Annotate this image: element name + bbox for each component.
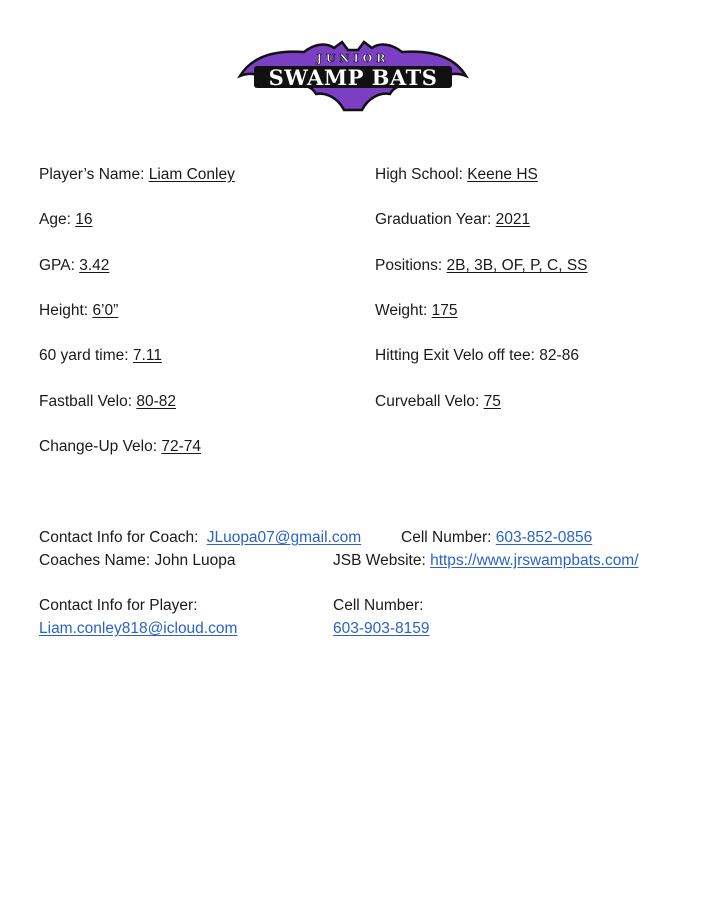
sixty-yard-value: 7.11 xyxy=(132,347,162,364)
gpa-value: 3.42 xyxy=(79,257,110,274)
fastball-value: 80-82 xyxy=(136,393,177,410)
height-label: Height: xyxy=(39,302,89,319)
graduation-year-value: 2021 xyxy=(495,211,531,228)
high-school-field xyxy=(375,165,538,185)
fastball-field xyxy=(39,392,176,412)
high-school-value: Keene HS xyxy=(467,166,538,183)
positions-field xyxy=(375,256,588,276)
sixty-yard-label: 60 yard time: xyxy=(39,347,129,364)
changeup-field xyxy=(39,437,201,457)
player-cell-link[interactable]: 603-903-8159 xyxy=(333,620,430,637)
weight-label: Weight: xyxy=(375,302,428,319)
coach-contact-field xyxy=(39,528,361,548)
coach-cell-label: Cell Number: xyxy=(401,529,492,546)
height-value: 6’0” xyxy=(92,302,119,319)
swamp-bats-logo xyxy=(234,40,472,112)
coach-contact-label: Contact Info for Coach: xyxy=(39,529,199,546)
logo-junior-text: JUNIOR xyxy=(316,52,390,65)
website-label: JSB Website: xyxy=(333,552,426,569)
graduation-year-field xyxy=(375,210,530,230)
changeup-value: 72-74 xyxy=(161,438,202,455)
age-value: 16 xyxy=(75,211,93,228)
coach-name-field xyxy=(39,551,235,571)
weight-value: 175 xyxy=(431,302,458,319)
fastball-label: Fastball Velo: xyxy=(39,393,133,410)
height-field xyxy=(39,301,118,321)
exit-velo-field xyxy=(375,346,579,366)
weight-field xyxy=(375,301,457,321)
coach-cell-field xyxy=(401,528,592,548)
player-email-field xyxy=(39,619,237,639)
gpa-label: GPA: xyxy=(39,257,75,274)
curveball-value: 75 xyxy=(483,393,501,410)
player-email-link[interactable]: Liam.conley818@icloud.com xyxy=(39,620,238,637)
high-school-label: High School: xyxy=(375,166,463,183)
curveball-label: Curveball Velo: xyxy=(375,393,480,410)
website-field xyxy=(333,551,639,571)
positions-value: 2B, 3B, OF, P, C, SS xyxy=(446,257,588,274)
age-label: Age: xyxy=(39,211,71,228)
gpa-field xyxy=(39,256,109,276)
exit-velo-label: Hitting Exit Velo off tee: xyxy=(375,347,535,364)
positions-label: Positions: xyxy=(375,257,443,274)
website-link[interactable]: https://www.jrswampbats.com/ xyxy=(430,552,639,569)
player-name-label: Player’s Name: xyxy=(39,166,145,183)
graduation-year-label: Graduation Year: xyxy=(375,211,492,228)
sixty-yard-field xyxy=(39,346,162,366)
player-cell-field xyxy=(333,619,430,639)
exit-velo-value: 82-86 xyxy=(539,347,579,364)
logo-main-text: SWAMP BATS xyxy=(268,65,438,90)
player-name-field xyxy=(39,165,235,185)
coach-name-value: John Luopa xyxy=(154,552,236,569)
coach-name-label: Coaches Name: xyxy=(39,552,151,569)
age-field xyxy=(39,210,92,230)
player-cell-label: Cell Number: xyxy=(333,597,424,614)
coach-email-link[interactable]: JLuopa07@gmail.com xyxy=(206,529,362,546)
player-name-value: Liam Conley xyxy=(148,166,235,183)
coach-cell-link[interactable]: 603-852-0856 xyxy=(495,529,593,546)
curveball-field xyxy=(375,392,501,412)
player-contact-label: Contact Info for Player: xyxy=(39,597,198,614)
changeup-label: Change-Up Velo: xyxy=(39,438,158,455)
